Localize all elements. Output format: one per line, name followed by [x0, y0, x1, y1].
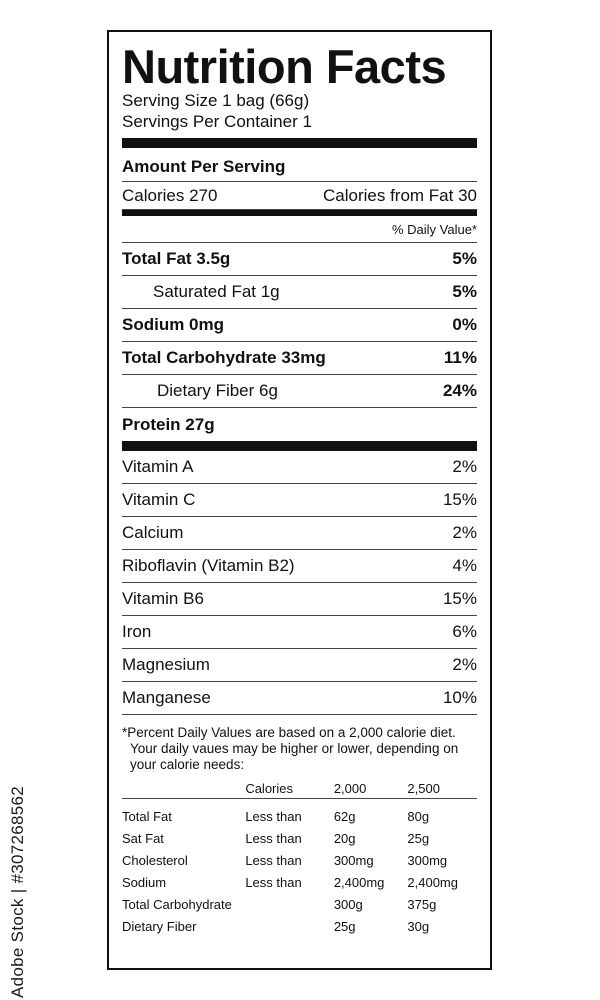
vitamin-name: Iron	[122, 622, 152, 641]
footnote-cell: 25g	[407, 830, 430, 846]
vitamin-dv: 15%	[442, 589, 477, 608]
footnote-text: *Percent Daily Values are based on a 2,000 calorie diet. Your daily vaues may be higher or lower, depending on your calorie needs:	[122, 725, 459, 772]
nutrient-name: Total Carbohydrate 33mg	[122, 348, 326, 367]
footnote-cell: 80g	[407, 808, 430, 824]
footnote-cell: 375g	[407, 896, 437, 912]
vitamin-dv: 4%	[452, 556, 477, 575]
footnote-cell: 300g	[333, 896, 363, 912]
footnote-cell: Less than	[245, 830, 302, 846]
footnote-cell: Less than	[245, 874, 302, 890]
nutrient-dv: 5%	[452, 282, 477, 301]
footnote-table-row	[122, 805, 477, 827]
nutrient-dv: 0%	[452, 315, 477, 334]
footnote-cell: Cholesterol	[122, 852, 188, 868]
vitamin-dv: 2%	[452, 655, 477, 674]
footnote-table-row	[122, 827, 477, 849]
serving-size: Serving Size 1 bag (66g)	[122, 91, 310, 110]
vitamin-name: Calcium	[122, 523, 184, 542]
footnote-cell: 300mg	[407, 852, 448, 868]
amount-per-serving: Amount Per Serving	[122, 148, 477, 182]
vitamin-dv: 2%	[452, 457, 477, 476]
footnote-cell: 20g	[333, 830, 356, 846]
footnote-table	[122, 779, 477, 937]
stock-id-watermark: Adobe Stock | #307268562	[8, 785, 27, 998]
daily-value-header	[122, 216, 477, 243]
calories-value: Calories 270	[122, 185, 218, 205]
calories-row	[122, 182, 477, 210]
footnote-cell: 30g	[407, 918, 430, 934]
vitamin-name: Vitamin C	[122, 490, 196, 509]
vitamin-name: Riboflavin (Vitamin B2)	[122, 556, 295, 575]
label-title: Nutrition Facts	[122, 40, 447, 93]
thick-divider	[122, 138, 477, 148]
footnote-header-cell: 2,500	[407, 781, 440, 796]
nutrient-row-protein	[122, 408, 477, 441]
vitamin-row	[122, 451, 477, 484]
nutrient-row-dietary-fiber	[122, 375, 477, 408]
footnote-table-row	[122, 871, 477, 893]
footnote-cell: 300mg	[333, 852, 374, 868]
nutrient-row-total-fat	[122, 243, 477, 276]
nutrient-row-saturated-fat	[122, 276, 477, 309]
thick-divider	[122, 441, 477, 451]
vitamin-row	[122, 682, 477, 715]
footnote-cell: Less than	[245, 852, 302, 868]
vitamin-list	[122, 451, 477, 715]
nutrient-name: Saturated Fat 1g	[153, 282, 280, 301]
nutrition-facts-label	[107, 30, 492, 970]
footnote-cell: 62g	[333, 808, 356, 824]
vitamin-row	[122, 616, 477, 649]
vitamin-row	[122, 649, 477, 682]
footnote-cell: 2,400mg	[333, 874, 385, 890]
nutrient-name: Total Fat 3.5g	[122, 249, 231, 268]
nutrient-name: Protein 27g	[122, 414, 215, 434]
nutrient-dv: 5%	[452, 249, 477, 268]
footnote-header-cell: 2,000	[333, 781, 367, 796]
footnote-cell: Total Carbohydrate	[122, 896, 232, 912]
footnote-cell: 25g	[333, 918, 356, 934]
vitamin-dv: 15%	[442, 490, 477, 509]
vitamin-dv: 2%	[452, 523, 477, 542]
footnote-table-header	[122, 779, 477, 799]
vitamin-row	[122, 550, 477, 583]
daily-value-header-text: % Daily Value*	[391, 221, 477, 237]
nutrient-dv: 11%	[443, 348, 477, 367]
footnote-cell: Sodium	[122, 874, 167, 890]
vitamin-dv: 10%	[442, 688, 477, 707]
footnote-table-row	[122, 893, 477, 915]
nutrient-dv: 24%	[442, 381, 477, 400]
vitamin-name: Vitamin A	[122, 457, 194, 476]
calories-from-fat: Calories from Fat 30	[323, 185, 477, 205]
vitamin-row	[122, 517, 477, 550]
vitamin-row	[122, 484, 477, 517]
vitamin-name: Vitamin B6	[122, 589, 204, 608]
nutrient-row-total-carbohydrate	[122, 342, 477, 375]
nutrient-name: Sodium 0mg	[122, 315, 225, 334]
servings-per-container: Servings Per Container 1	[122, 112, 312, 131]
footnote-table-row	[122, 915, 477, 937]
footnote-cell: Dietary Fiber	[122, 918, 197, 934]
vitamin-dv: 6%	[452, 622, 477, 641]
nutrient-row-sodium	[122, 309, 477, 342]
footnote-table-row	[122, 849, 477, 871]
footnote-header-cell: Calories	[245, 781, 293, 796]
vitamin-name: Magnesium	[122, 655, 210, 674]
vitamin-name: Manganese	[122, 688, 211, 707]
footnote-cell: Less than	[245, 808, 302, 824]
daily-value-footnote	[122, 725, 477, 773]
footnote-cell: Total Fat	[122, 808, 172, 824]
footnote-cell: Sat Fat	[122, 830, 164, 846]
vitamin-row	[122, 583, 477, 616]
nutrient-name: Dietary Fiber 6g	[157, 381, 278, 400]
footnote-cell: 2,400mg	[407, 874, 458, 890]
